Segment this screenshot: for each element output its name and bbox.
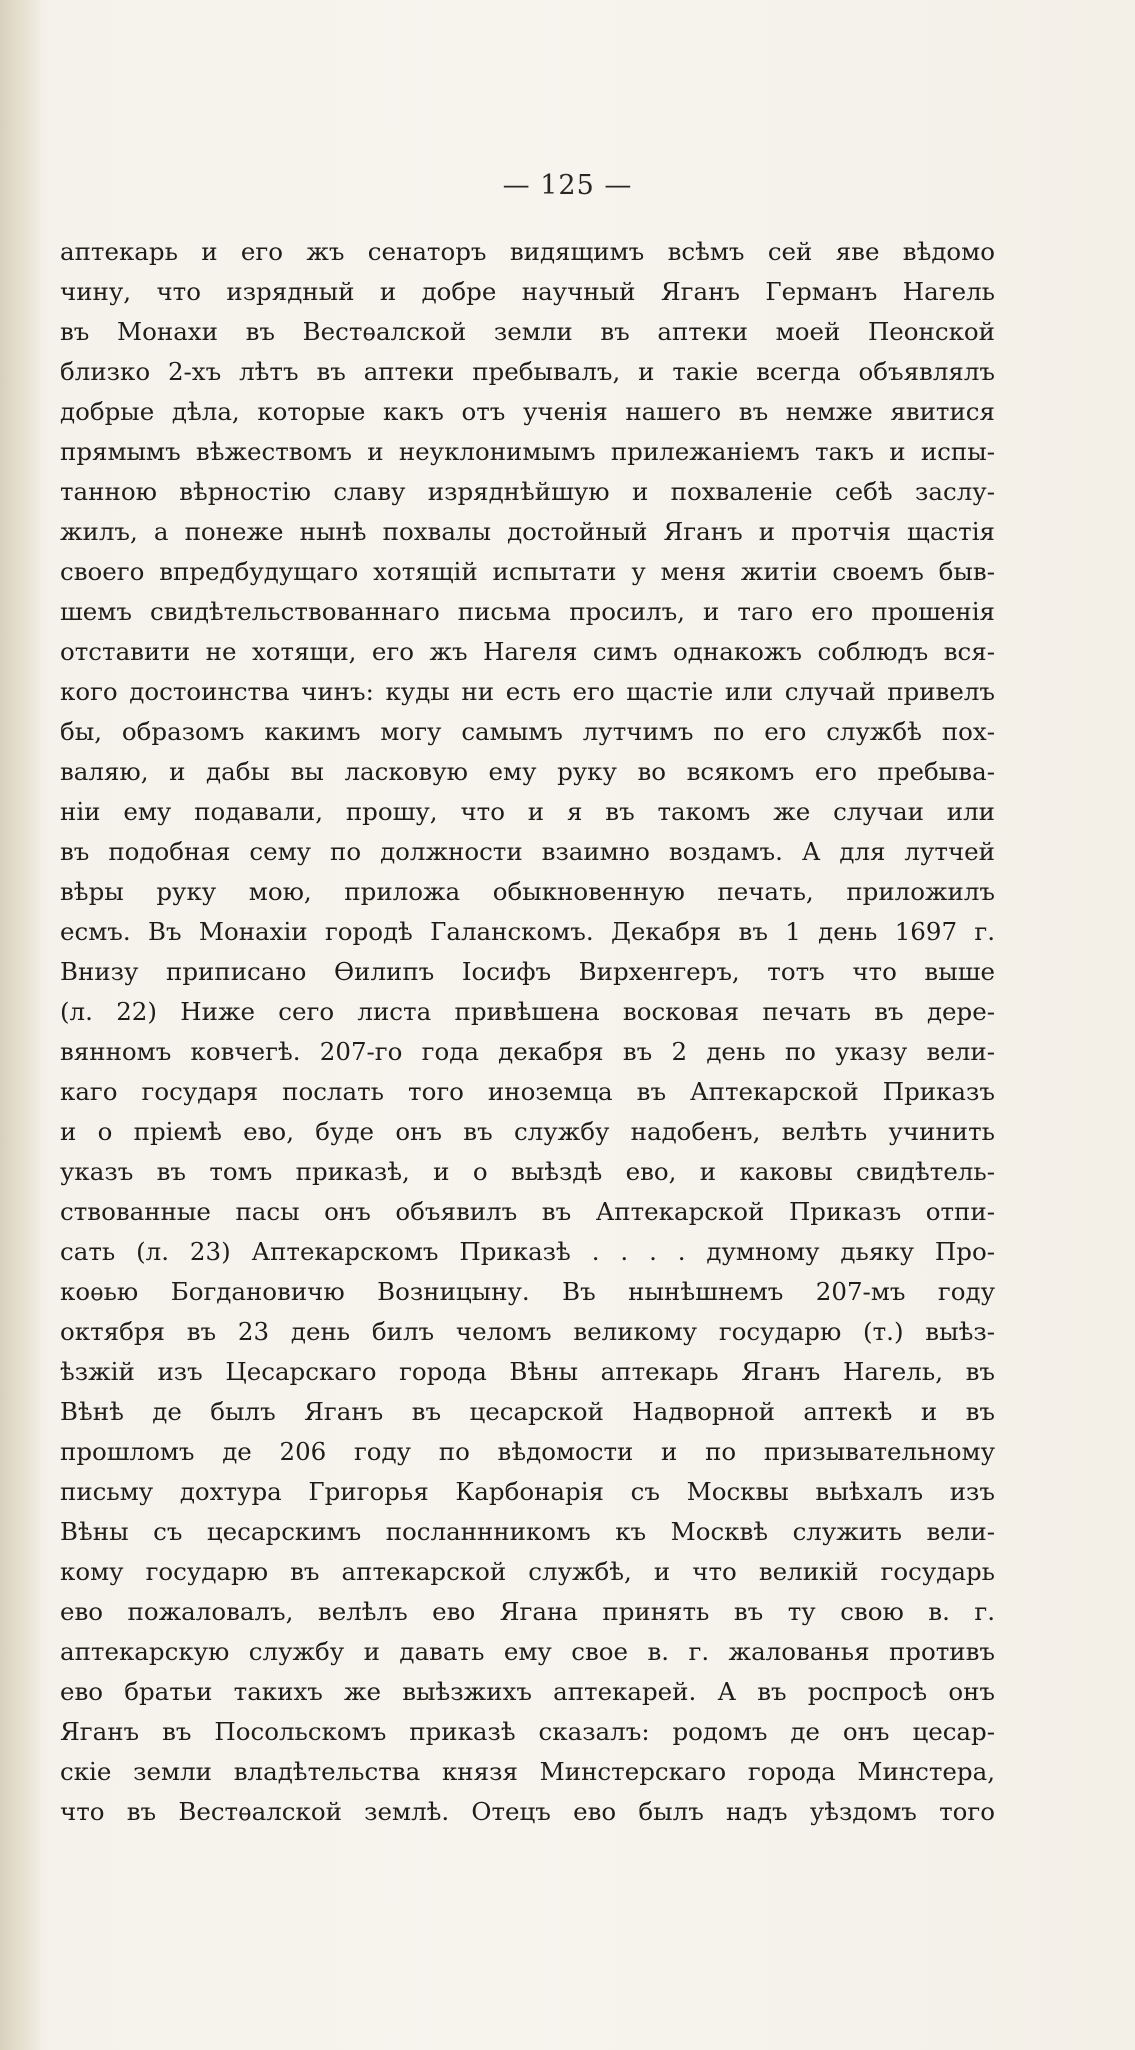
text-line: кому государю въ аптекарской службѣ, и что великій государь [60,1557,995,1586]
text-line: письму дохтура Григорья Карбонарія съ Москвы выѣхалъ изъ [60,1477,995,1506]
text-line: аптекарь и его жъ сенаторъ видящимъ всѣмъ сей яве вѣдомо [60,237,995,266]
text-line: танною вѣрностію славу изряднѣйшую и похваленіе себѣ заслу- [60,477,995,506]
text-line: Вѣны съ цесарскимъ посланнникомъ къ Москвѣ служить вели- [60,1517,995,1546]
text-line: и о пріемѣ ево, буде онъ въ службу надобенъ, велѣть учинить [60,1117,995,1146]
text-line: что въ Вестѳалской землѣ. Отецъ ево былъ надъ уѣздомъ того [60,1797,995,1826]
body-text [60,232,995,1832]
text-line: ѣзжій изъ Цесарскаго города Вѣны аптекарь Яганъ Нагель, въ [60,1357,995,1386]
text-line: ствованные пасы онъ объявилъ въ Аптекарской Приказъ отпи- [60,1197,995,1226]
text-line: отставити не хотящи, его жъ Нагеля симъ однакожъ соблюдъ вся- [60,637,995,666]
text-line: шемъ свидѣтельствованнаго письма просилъ, и таго его прошенія [60,597,995,626]
text-line: скіе земли владѣтельства князя Минстерскаго города Минстера, [60,1757,995,1786]
text-line: указъ въ томъ приказѣ, и о выѣздѣ ево, и каковы свидѣтель- [60,1157,995,1186]
text-line: бы, образомъ какимъ могу самымъ лутчимъ по его службѣ пох- [60,717,995,746]
text-line: въ Монахи въ Вестѳалской земли въ аптеки моей Пеонской [60,317,995,346]
text-line: сать (л. 23) Аптекарскомъ Приказѣ . . . . думному дьяку Про- [60,1237,995,1266]
text-line: Вѣнѣ де былъ Яганъ въ цесарской Надворной аптекѣ и въ [60,1397,995,1426]
text-line: Внизу приписано Ѳилипъ Іосифъ Вирхенгеръ, тотъ что выше [60,957,995,986]
text-line: своего впредбудущаго хотящій испытати у меня житіи своемъ быв- [60,557,995,586]
text-line: Яганъ въ Посольскомъ приказѣ сказалъ: родомъ де онъ цесар- [60,1717,995,1746]
text-line: добрые дѣла, которые какъ отъ ученія нашего въ немже явитися [60,397,995,426]
text-line: вѣры руку мою, приложа обыкновенную печать, приложилъ [60,877,995,906]
text-line: ево братьи такихъ же выѣзжихъ аптекарей. А въ роспросѣ онъ [60,1677,995,1706]
text-line: въ подобная сему по должности взаимно воздамъ. А для лутчей [60,837,995,866]
text-line: каго государя послать того иноземца въ Аптекарской Приказъ [60,1077,995,1106]
text-line: близко 2-хъ лѣтъ въ аптеки пребывалъ, и такіе всегда объявлялъ [60,357,995,386]
text-line: чину, что изрядный и добре научный Яганъ Германъ Нагель [60,277,995,306]
text-line: есмъ. Въ Монахіи городѣ Галанскомъ. Декабря въ 1 день 1697 г. [60,917,995,946]
binding-shadow [0,0,42,2050]
text-line: коѳью Богдановичю Возницыну. Въ нынѣшнемъ 207-мъ году [60,1277,995,1306]
text-line: (л. 22) Ниже сего листа привѣшена восковая печать въ дере- [60,997,995,1026]
text-line: жилъ, а понеже нынѣ похвалы достойный Яганъ и протчія щастія [60,517,995,546]
text-line: ево пожаловалъ, велѣлъ ево Ягана принять въ ту свою в. г. [60,1597,995,1626]
text-line: ніи ему подавали, прошу, что и я въ такомъ же случаи или [60,797,995,826]
page-number: — 125 — [502,170,633,201]
text-line: аптекарскую службу и давать ему свое в. г. жалованья противъ [60,1637,995,1666]
text-line: прошломъ де 206 году по вѣдомости и по призывательному [60,1437,995,1466]
text-line: валяю, и дабы вы ласковую ему руку во всякомъ его пребыва- [60,757,995,786]
text-line: вянномъ ковчегѣ. 207-го года декабря въ 2 день по указу вели- [60,1037,995,1066]
text-line: октября въ 23 день билъ челомъ великому государю (т.) выѣз- [60,1317,995,1346]
text-line: кого достоинства чинъ: куды ни есть его щастіе или случай привелъ [60,677,995,706]
text-line: прямымъ вѣжествомъ и неуклонимымъ прилежаніемъ такъ и испы- [60,437,995,466]
